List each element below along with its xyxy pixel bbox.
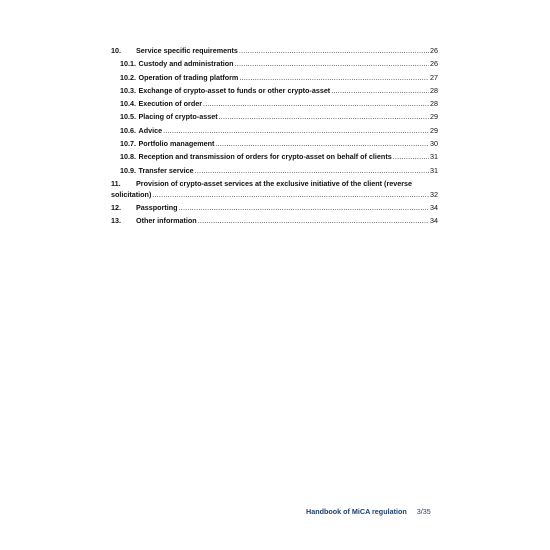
toc-entry-10-5[interactable] xyxy=(111,110,438,123)
toc-leader-dots xyxy=(163,124,429,137)
toc-entry-title: Passporting xyxy=(136,203,178,213)
toc-entry-page: 29 xyxy=(430,125,438,135)
toc-entry-number: 10.4. xyxy=(120,99,136,109)
toc-entry-title: Portfolio management xyxy=(138,139,215,149)
toc-entry-10-6[interactable] xyxy=(111,124,438,137)
toc-entry-13[interactable] xyxy=(111,214,438,227)
toc-leader-dots xyxy=(393,150,429,163)
footer-document-title: Handbook of MiCA regulation xyxy=(306,507,407,516)
toc-entry-number: 10.8. xyxy=(120,152,136,162)
toc-entry-line xyxy=(111,188,438,201)
table-of-contents xyxy=(111,44,438,228)
toc-entry-title: Advice xyxy=(138,125,163,135)
toc-entry-page: 28 xyxy=(430,85,438,95)
toc-entry-title-continued: solicitation) xyxy=(111,189,152,199)
toc-entry-page: 30 xyxy=(430,139,438,149)
toc-entry-10-9[interactable] xyxy=(111,164,438,177)
toc-entry-number: 11. xyxy=(111,178,121,188)
toc-entry-title: Service specific requirements xyxy=(136,46,238,55)
toc-entry-10-4[interactable] xyxy=(111,97,438,110)
toc-leader-dots xyxy=(239,71,429,84)
toc-entry-page: 34 xyxy=(430,216,438,226)
toc-leader-dots xyxy=(198,214,429,227)
toc-entry-10-7[interactable] xyxy=(111,137,438,150)
toc-leader-dots xyxy=(179,201,429,214)
toc-entry-page: 31 xyxy=(430,165,438,175)
toc-entry-10-8[interactable] xyxy=(111,150,438,163)
toc-entry-page: 34 xyxy=(430,203,438,213)
toc-entry-10-3[interactable] xyxy=(111,84,438,97)
toc-leader-dots xyxy=(219,110,429,123)
toc-leader-dots xyxy=(152,188,429,201)
toc-entry-number: 10.7. xyxy=(120,139,136,149)
toc-entry-number: 10.2. xyxy=(120,72,136,82)
toc-leader-dots xyxy=(195,164,429,177)
toc-entry-page: 31 xyxy=(430,152,438,162)
toc-entry-title: Other information xyxy=(136,216,197,226)
page-footer xyxy=(306,507,431,516)
toc-entry-title: Placing of crypto-asset xyxy=(138,112,218,122)
toc-leader-dots xyxy=(331,84,429,97)
toc-leader-dots xyxy=(235,57,429,70)
toc-entry-number: 10.9. xyxy=(120,165,136,175)
toc-entry-number: 10.6. xyxy=(120,125,136,135)
toc-entry-title: Exchange of crypto-asset to funds or other crypto-asset xyxy=(138,85,331,95)
toc-entry-page: 32 xyxy=(430,189,438,199)
toc-entry-title: Custody and administration xyxy=(138,59,234,69)
toc-entry-number: 10.5. xyxy=(120,112,136,122)
toc-entry-title: Reception and transmission of orders for crypto-asset on behalf of clients xyxy=(138,152,392,162)
toc-entry-title: Provision of crypto-asset services at the exclusive initiative of the client (reverse xyxy=(136,178,413,188)
toc-leader-dots xyxy=(215,137,429,150)
toc-entry-12[interactable] xyxy=(111,201,438,214)
toc-entry-number: 10.3. xyxy=(120,85,136,95)
toc-entry-10[interactable] xyxy=(111,44,438,57)
toc-entry-number: 12. xyxy=(111,203,121,213)
toc-entry-11[interactable] xyxy=(111,177,438,201)
footer-page-number: 3/35 xyxy=(416,507,431,516)
toc-entry-title: Transfer service xyxy=(138,165,194,175)
toc-entry-page: 29 xyxy=(430,112,438,122)
toc-entry-number: 10. xyxy=(111,46,121,55)
toc-entry-title: Operation of trading platform xyxy=(138,72,239,82)
toc-entry-page: 26 xyxy=(430,59,438,69)
toc-entry-page: 27 xyxy=(430,72,438,82)
toc-entry-title: Execution of order xyxy=(138,99,202,109)
toc-leader-dots xyxy=(203,97,429,110)
toc-entry-page: 26 xyxy=(430,46,438,55)
toc-entry-number: 13. xyxy=(111,216,121,226)
toc-entry-10-1[interactable] xyxy=(111,57,438,70)
toc-entry-number: 10.1. xyxy=(120,59,136,69)
toc-entry-page: 28 xyxy=(430,99,438,109)
toc-entry-10-2[interactable] xyxy=(111,71,438,84)
toc-leader-dots xyxy=(239,44,429,57)
